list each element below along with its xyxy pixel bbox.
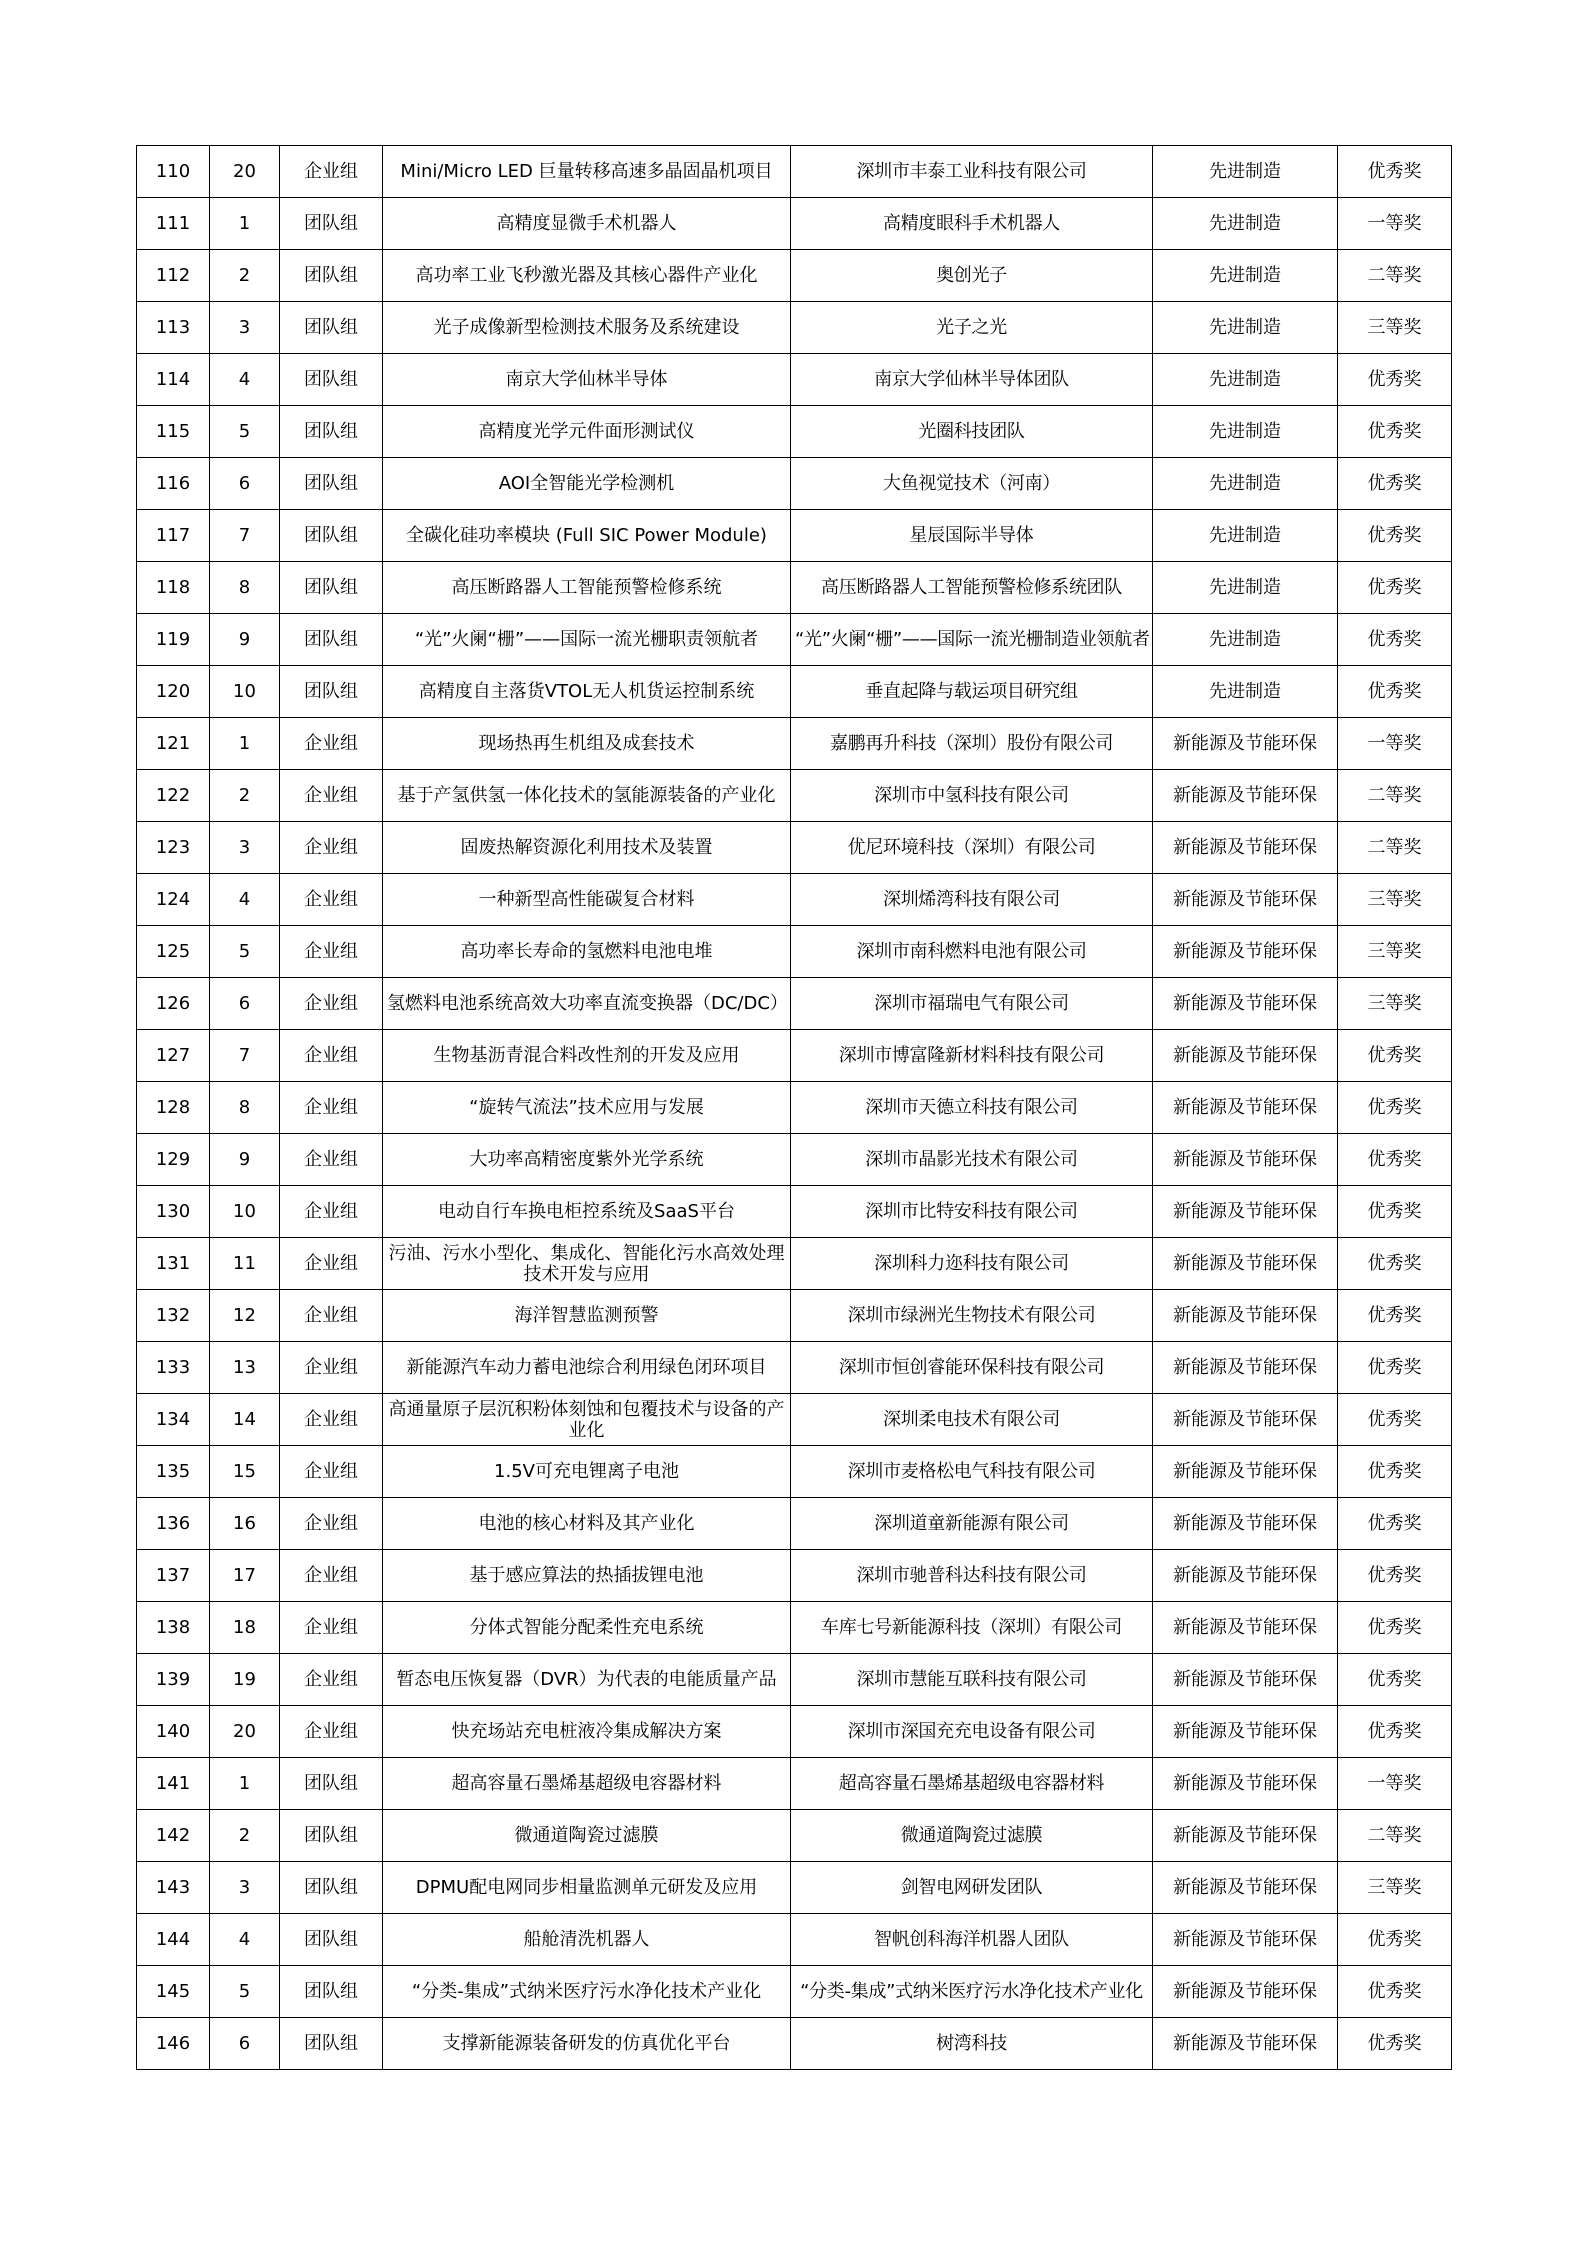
organization-cell: 微通道陶瓷过滤膜 xyxy=(791,1810,1153,1862)
field-cell: 先进制造 xyxy=(1153,666,1338,718)
organization-cell: 深圳市晶影光技术有限公司 xyxy=(791,1134,1153,1186)
table-row xyxy=(137,1238,1452,1290)
table-row xyxy=(137,1342,1452,1394)
organization-cell: 高精度眼科手术机器人 xyxy=(791,198,1153,250)
serial-number-cell: 110 xyxy=(137,146,210,198)
award-cell: 三等奖 xyxy=(1338,926,1452,978)
group-type-cell: 企业组 xyxy=(280,1238,383,1290)
table-row xyxy=(137,146,1452,198)
group-index-cell: 6 xyxy=(210,2018,280,2070)
serial-number-cell: 140 xyxy=(137,1706,210,1758)
table-row xyxy=(137,302,1452,354)
group-type-cell: 团队组 xyxy=(280,406,383,458)
field-cell: 新能源及节能环保 xyxy=(1153,1602,1338,1654)
group-type-cell: 企业组 xyxy=(280,1030,383,1082)
table-row xyxy=(137,1446,1452,1498)
award-cell: 二等奖 xyxy=(1338,1810,1452,1862)
project-name-cell: 暂态电压恢复器（DVR）为代表的电能质量产品 xyxy=(383,1654,791,1706)
serial-number-cell: 120 xyxy=(137,666,210,718)
group-type-cell: 团队组 xyxy=(280,666,383,718)
group-type-cell: 企业组 xyxy=(280,1446,383,1498)
field-cell: 新能源及节能环保 xyxy=(1153,1498,1338,1550)
organization-cell: 深圳市比特安科技有限公司 xyxy=(791,1186,1153,1238)
serial-number-cell: 113 xyxy=(137,302,210,354)
serial-number-cell: 116 xyxy=(137,458,210,510)
group-index-cell: 8 xyxy=(210,562,280,614)
award-cell: 优秀奖 xyxy=(1338,1498,1452,1550)
serial-number-cell: 123 xyxy=(137,822,210,874)
organization-cell: “光”火阑“栅”——国际一流光栅制造业领航者 xyxy=(791,614,1153,666)
field-cell: 新能源及节能环保 xyxy=(1153,1550,1338,1602)
field-cell: 先进制造 xyxy=(1153,458,1338,510)
serial-number-cell: 134 xyxy=(137,1394,210,1446)
table-row xyxy=(137,1602,1452,1654)
serial-number-cell: 131 xyxy=(137,1238,210,1290)
organization-cell: 高压断路器人工智能预警检修系统团队 xyxy=(791,562,1153,614)
serial-number-cell: 126 xyxy=(137,978,210,1030)
serial-number-cell: 141 xyxy=(137,1758,210,1810)
award-table-body xyxy=(137,146,1452,2070)
group-index-cell: 20 xyxy=(210,1706,280,1758)
table-row xyxy=(137,770,1452,822)
project-name-cell: 1.5V可充电锂离子电池 xyxy=(383,1446,791,1498)
table-row xyxy=(137,1030,1452,1082)
serial-number-cell: 119 xyxy=(137,614,210,666)
group-index-cell: 4 xyxy=(210,1914,280,1966)
group-index-cell: 3 xyxy=(210,822,280,874)
table-row xyxy=(137,718,1452,770)
award-cell: 优秀奖 xyxy=(1338,614,1452,666)
group-type-cell: 企业组 xyxy=(280,1394,383,1446)
table-row xyxy=(137,1966,1452,2018)
award-cell: 三等奖 xyxy=(1338,1862,1452,1914)
organization-cell: 深圳市南科燃料电池有限公司 xyxy=(791,926,1153,978)
organization-cell: 深圳市深国充充电设备有限公司 xyxy=(791,1706,1153,1758)
project-name-cell: 高通量原子层沉积粉体刻蚀和包覆技术与设备的产业化 xyxy=(383,1394,791,1446)
group-type-cell: 团队组 xyxy=(280,1810,383,1862)
field-cell: 新能源及节能环保 xyxy=(1153,1186,1338,1238)
organization-cell: 优尼环境科技（深圳）有限公司 xyxy=(791,822,1153,874)
group-index-cell: 4 xyxy=(210,874,280,926)
serial-number-cell: 135 xyxy=(137,1446,210,1498)
award-cell: 优秀奖 xyxy=(1338,2018,1452,2070)
field-cell: 新能源及节能环保 xyxy=(1153,1810,1338,1862)
table-row xyxy=(137,1082,1452,1134)
project-name-cell: 南京大学仙林半导体 xyxy=(383,354,791,406)
group-type-cell: 团队组 xyxy=(280,614,383,666)
award-cell: 优秀奖 xyxy=(1338,146,1452,198)
table-row xyxy=(137,874,1452,926)
group-type-cell: 团队组 xyxy=(280,198,383,250)
award-cell: 优秀奖 xyxy=(1338,1082,1452,1134)
organization-cell: 光圈科技团队 xyxy=(791,406,1153,458)
group-index-cell: 10 xyxy=(210,1186,280,1238)
project-name-cell: 现场热再生机组及成套技术 xyxy=(383,718,791,770)
table-row xyxy=(137,1862,1452,1914)
group-type-cell: 团队组 xyxy=(280,1966,383,2018)
project-name-cell: AOI全智能光学检测机 xyxy=(383,458,791,510)
award-cell: 三等奖 xyxy=(1338,978,1452,1030)
serial-number-cell: 146 xyxy=(137,2018,210,2070)
group-type-cell: 企业组 xyxy=(280,1342,383,1394)
organization-cell: 深圳市恒创睿能环保科技有限公司 xyxy=(791,1342,1153,1394)
group-type-cell: 团队组 xyxy=(280,250,383,302)
award-cell: 优秀奖 xyxy=(1338,666,1452,718)
serial-number-cell: 145 xyxy=(137,1966,210,2018)
serial-number-cell: 111 xyxy=(137,198,210,250)
group-type-cell: 团队组 xyxy=(280,1862,383,1914)
table-row xyxy=(137,1758,1452,1810)
award-cell: 一等奖 xyxy=(1338,198,1452,250)
project-name-cell: 光子成像新型检测技术服务及系统建设 xyxy=(383,302,791,354)
table-row xyxy=(137,978,1452,1030)
group-type-cell: 团队组 xyxy=(280,1914,383,1966)
award-cell: 优秀奖 xyxy=(1338,1342,1452,1394)
serial-number-cell: 121 xyxy=(137,718,210,770)
group-index-cell: 13 xyxy=(210,1342,280,1394)
project-name-cell: 电池的核心材料及其产业化 xyxy=(383,1498,791,1550)
group-index-cell: 5 xyxy=(210,1966,280,2018)
field-cell: 新能源及节能环保 xyxy=(1153,1342,1338,1394)
field-cell: 新能源及节能环保 xyxy=(1153,1446,1338,1498)
organization-cell: “分类-集成”式纳米医疗污水净化技术产业化 xyxy=(791,1966,1153,2018)
serial-number-cell: 137 xyxy=(137,1550,210,1602)
project-name-cell: 电动自行车换电柜控系统及SaaS平台 xyxy=(383,1186,791,1238)
field-cell: 新能源及节能环保 xyxy=(1153,1134,1338,1186)
award-cell: 一等奖 xyxy=(1338,718,1452,770)
award-cell: 优秀奖 xyxy=(1338,1446,1452,1498)
group-index-cell: 2 xyxy=(210,770,280,822)
group-type-cell: 团队组 xyxy=(280,510,383,562)
serial-number-cell: 142 xyxy=(137,1810,210,1862)
organization-cell: 星辰国际半导体 xyxy=(791,510,1153,562)
field-cell: 先进制造 xyxy=(1153,198,1338,250)
table-row xyxy=(137,2018,1452,2070)
serial-number-cell: 138 xyxy=(137,1602,210,1654)
organization-cell: 深圳市博富隆新材料科技有限公司 xyxy=(791,1030,1153,1082)
group-type-cell: 团队组 xyxy=(280,458,383,510)
award-cell: 优秀奖 xyxy=(1338,354,1452,406)
project-name-cell: “光”火阑“栅”——国际一流光栅职责领航者 xyxy=(383,614,791,666)
group-type-cell: 团队组 xyxy=(280,354,383,406)
field-cell: 新能源及节能环保 xyxy=(1153,926,1338,978)
group-index-cell: 5 xyxy=(210,406,280,458)
table-row xyxy=(137,926,1452,978)
table-row xyxy=(137,1706,1452,1758)
organization-cell: 大鱼视觉技术（河南） xyxy=(791,458,1153,510)
group-type-cell: 企业组 xyxy=(280,770,383,822)
group-type-cell: 企业组 xyxy=(280,146,383,198)
organization-cell: 超高容量石墨烯基超级电容器材料 xyxy=(791,1758,1153,1810)
organization-cell: 深圳市麦格松电气科技有限公司 xyxy=(791,1446,1153,1498)
project-name-cell: DPMU配电网同步相量监测单元研发及应用 xyxy=(383,1862,791,1914)
table-row xyxy=(137,354,1452,406)
group-index-cell: 7 xyxy=(210,1030,280,1082)
organization-cell: 南京大学仙林半导体团队 xyxy=(791,354,1153,406)
project-name-cell: 基于产氢供氢一体化技术的氢能源装备的产业化 xyxy=(383,770,791,822)
serial-number-cell: 125 xyxy=(137,926,210,978)
group-index-cell: 6 xyxy=(210,978,280,1030)
project-name-cell: 污油、污水小型化、集成化、智能化污水高效处理技术开发与应用 xyxy=(383,1238,791,1290)
field-cell: 新能源及节能环保 xyxy=(1153,1394,1338,1446)
table-row xyxy=(137,666,1452,718)
table-row xyxy=(137,1914,1452,1966)
project-name-cell: 分体式智能分配柔性充电系统 xyxy=(383,1602,791,1654)
award-cell: 优秀奖 xyxy=(1338,1706,1452,1758)
table-row xyxy=(137,822,1452,874)
table-row xyxy=(137,198,1452,250)
award-cell: 二等奖 xyxy=(1338,250,1452,302)
group-index-cell: 9 xyxy=(210,1134,280,1186)
group-type-cell: 企业组 xyxy=(280,718,383,770)
group-index-cell: 12 xyxy=(210,1290,280,1342)
project-name-cell: 大功率高精密度紫外光学系统 xyxy=(383,1134,791,1186)
field-cell: 新能源及节能环保 xyxy=(1153,1914,1338,1966)
project-name-cell: 固废热解资源化利用技术及装置 xyxy=(383,822,791,874)
group-index-cell: 1 xyxy=(210,1758,280,1810)
organization-cell: 深圳市天德立科技有限公司 xyxy=(791,1082,1153,1134)
group-index-cell: 5 xyxy=(210,926,280,978)
organization-cell: 深圳市丰泰工业科技有限公司 xyxy=(791,146,1153,198)
group-type-cell: 团队组 xyxy=(280,2018,383,2070)
organization-cell: 深圳柔电技术有限公司 xyxy=(791,1394,1153,1446)
group-index-cell: 19 xyxy=(210,1654,280,1706)
field-cell: 先进制造 xyxy=(1153,146,1338,198)
group-type-cell: 企业组 xyxy=(280,1498,383,1550)
project-name-cell: 海洋智慧监测预警 xyxy=(383,1290,791,1342)
group-type-cell: 企业组 xyxy=(280,1082,383,1134)
award-cell: 优秀奖 xyxy=(1338,1654,1452,1706)
field-cell: 新能源及节能环保 xyxy=(1153,2018,1338,2070)
group-type-cell: 企业组 xyxy=(280,1134,383,1186)
field-cell: 先进制造 xyxy=(1153,354,1338,406)
award-cell: 优秀奖 xyxy=(1338,1602,1452,1654)
project-name-cell: 快充场站充电桩液冷集成解决方案 xyxy=(383,1706,791,1758)
serial-number-cell: 144 xyxy=(137,1914,210,1966)
group-type-cell: 企业组 xyxy=(280,1290,383,1342)
award-cell: 优秀奖 xyxy=(1338,1394,1452,1446)
field-cell: 新能源及节能环保 xyxy=(1153,1238,1338,1290)
organization-cell: 深圳科力迩科技有限公司 xyxy=(791,1238,1153,1290)
field-cell: 新能源及节能环保 xyxy=(1153,1290,1338,1342)
organization-cell: 奥创光子 xyxy=(791,250,1153,302)
field-cell: 新能源及节能环保 xyxy=(1153,1654,1338,1706)
table-row xyxy=(137,1290,1452,1342)
project-name-cell: 高精度自主落货VTOL无人机货运控制系统 xyxy=(383,666,791,718)
award-cell: 优秀奖 xyxy=(1338,562,1452,614)
group-index-cell: 11 xyxy=(210,1238,280,1290)
serial-number-cell: 129 xyxy=(137,1134,210,1186)
serial-number-cell: 143 xyxy=(137,1862,210,1914)
table-row xyxy=(137,1394,1452,1446)
serial-number-cell: 128 xyxy=(137,1082,210,1134)
award-cell: 优秀奖 xyxy=(1338,1238,1452,1290)
group-index-cell: 2 xyxy=(210,250,280,302)
project-name-cell: 船舱清洗机器人 xyxy=(383,1914,791,1966)
project-name-cell: 微通道陶瓷过滤膜 xyxy=(383,1810,791,1862)
group-type-cell: 团队组 xyxy=(280,302,383,354)
group-index-cell: 4 xyxy=(210,354,280,406)
project-name-cell: “分类-集成”式纳米医疗污水净化技术产业化 xyxy=(383,1966,791,2018)
group-index-cell: 18 xyxy=(210,1602,280,1654)
award-cell: 优秀奖 xyxy=(1338,1030,1452,1082)
table-row xyxy=(137,250,1452,302)
serial-number-cell: 130 xyxy=(137,1186,210,1238)
serial-number-cell: 136 xyxy=(137,1498,210,1550)
serial-number-cell: 133 xyxy=(137,1342,210,1394)
award-cell: 优秀奖 xyxy=(1338,1186,1452,1238)
field-cell: 新能源及节能环保 xyxy=(1153,1758,1338,1810)
field-cell: 先进制造 xyxy=(1153,614,1338,666)
table-row xyxy=(137,614,1452,666)
group-type-cell: 企业组 xyxy=(280,822,383,874)
award-cell: 优秀奖 xyxy=(1338,1134,1452,1186)
table-row xyxy=(137,1550,1452,1602)
group-type-cell: 企业组 xyxy=(280,874,383,926)
serial-number-cell: 118 xyxy=(137,562,210,614)
field-cell: 新能源及节能环保 xyxy=(1153,1030,1338,1082)
field-cell: 新能源及节能环保 xyxy=(1153,874,1338,926)
field-cell: 新能源及节能环保 xyxy=(1153,822,1338,874)
group-index-cell: 2 xyxy=(210,1810,280,1862)
award-cell: 优秀奖 xyxy=(1338,1914,1452,1966)
group-type-cell: 企业组 xyxy=(280,1186,383,1238)
organization-cell: 深圳烯湾科技有限公司 xyxy=(791,874,1153,926)
award-cell: 三等奖 xyxy=(1338,302,1452,354)
group-type-cell: 企业组 xyxy=(280,1654,383,1706)
group-index-cell: 10 xyxy=(210,666,280,718)
serial-number-cell: 122 xyxy=(137,770,210,822)
project-name-cell: 支撑新能源装备研发的仿真优化平台 xyxy=(383,2018,791,2070)
award-cell: 三等奖 xyxy=(1338,874,1452,926)
field-cell: 先进制造 xyxy=(1153,302,1338,354)
serial-number-cell: 112 xyxy=(137,250,210,302)
award-cell: 一等奖 xyxy=(1338,1758,1452,1810)
organization-cell: 剑智电网研发团队 xyxy=(791,1862,1153,1914)
project-name-cell: 高功率工业飞秒激光器及其核心器件产业化 xyxy=(383,250,791,302)
serial-number-cell: 139 xyxy=(137,1654,210,1706)
group-index-cell: 15 xyxy=(210,1446,280,1498)
field-cell: 新能源及节能环保 xyxy=(1153,1706,1338,1758)
project-name-cell: 生物基沥青混合料改性剂的开发及应用 xyxy=(383,1030,791,1082)
organization-cell: 深圳市慧能互联科技有限公司 xyxy=(791,1654,1153,1706)
award-table-page xyxy=(136,145,1451,2070)
serial-number-cell: 117 xyxy=(137,510,210,562)
award-cell: 优秀奖 xyxy=(1338,1550,1452,1602)
group-type-cell: 企业组 xyxy=(280,1550,383,1602)
organization-cell: 光子之光 xyxy=(791,302,1153,354)
serial-number-cell: 114 xyxy=(137,354,210,406)
project-name-cell: Mini/Micro LED 巨量转移高速多晶固晶机项目 xyxy=(383,146,791,198)
group-index-cell: 9 xyxy=(210,614,280,666)
organization-cell: 深圳市福瑞电气有限公司 xyxy=(791,978,1153,1030)
group-index-cell: 1 xyxy=(210,198,280,250)
organization-cell: 垂直起降与载运项目研究组 xyxy=(791,666,1153,718)
organization-cell: 深圳市驰普科达科技有限公司 xyxy=(791,1550,1153,1602)
field-cell: 先进制造 xyxy=(1153,250,1338,302)
table-row xyxy=(137,1654,1452,1706)
organization-cell: 嘉鹏再升科技（深圳）股份有限公司 xyxy=(791,718,1153,770)
serial-number-cell: 124 xyxy=(137,874,210,926)
table-row xyxy=(137,458,1452,510)
group-index-cell: 3 xyxy=(210,302,280,354)
award-cell: 优秀奖 xyxy=(1338,510,1452,562)
organization-cell: 深圳道童新能源有限公司 xyxy=(791,1498,1153,1550)
serial-number-cell: 132 xyxy=(137,1290,210,1342)
organization-cell: 智帆创科海洋机器人团队 xyxy=(791,1914,1153,1966)
group-index-cell: 14 xyxy=(210,1394,280,1446)
project-name-cell: 全碳化硅功率模块 (Full SIC Power Module) xyxy=(383,510,791,562)
group-index-cell: 8 xyxy=(210,1082,280,1134)
group-type-cell: 企业组 xyxy=(280,978,383,1030)
group-index-cell: 6 xyxy=(210,458,280,510)
organization-cell: 深圳市中氢科技有限公司 xyxy=(791,770,1153,822)
group-type-cell: 团队组 xyxy=(280,562,383,614)
field-cell: 新能源及节能环保 xyxy=(1153,1082,1338,1134)
field-cell: 先进制造 xyxy=(1153,562,1338,614)
award-cell: 优秀奖 xyxy=(1338,406,1452,458)
project-name-cell: 基于感应算法的热插拔锂电池 xyxy=(383,1550,791,1602)
award-cell: 二等奖 xyxy=(1338,822,1452,874)
organization-cell: 深圳市绿洲光生物技术有限公司 xyxy=(791,1290,1153,1342)
group-index-cell: 20 xyxy=(210,146,280,198)
field-cell: 新能源及节能环保 xyxy=(1153,978,1338,1030)
project-name-cell: 一种新型高性能碳复合材料 xyxy=(383,874,791,926)
field-cell: 新能源及节能环保 xyxy=(1153,1966,1338,2018)
serial-number-cell: 127 xyxy=(137,1030,210,1082)
award-cell: 二等奖 xyxy=(1338,770,1452,822)
project-name-cell: 高精度显微手术机器人 xyxy=(383,198,791,250)
serial-number-cell: 115 xyxy=(137,406,210,458)
group-index-cell: 1 xyxy=(210,718,280,770)
table-row xyxy=(137,1810,1452,1862)
project-name-cell: “旋转气流法”技术应用与发展 xyxy=(383,1082,791,1134)
table-row xyxy=(137,406,1452,458)
project-name-cell: 氢燃料电池系统高效大功率直流变换器（DC/DC） xyxy=(383,978,791,1030)
project-name-cell: 高压断路器人工智能预警检修系统 xyxy=(383,562,791,614)
table-row xyxy=(137,510,1452,562)
award-cell: 优秀奖 xyxy=(1338,1290,1452,1342)
group-type-cell: 企业组 xyxy=(280,1602,383,1654)
table-row xyxy=(137,1134,1452,1186)
field-cell: 新能源及节能环保 xyxy=(1153,718,1338,770)
group-type-cell: 企业组 xyxy=(280,926,383,978)
field-cell: 先进制造 xyxy=(1153,510,1338,562)
table-row xyxy=(137,1498,1452,1550)
project-name-cell: 高精度光学元件面形测试仪 xyxy=(383,406,791,458)
group-type-cell: 团队组 xyxy=(280,1758,383,1810)
table-row xyxy=(137,1186,1452,1238)
project-name-cell: 高功率长寿命的氢燃料电池电堆 xyxy=(383,926,791,978)
project-name-cell: 超高容量石墨烯基超级电容器材料 xyxy=(383,1758,791,1810)
table-row xyxy=(137,562,1452,614)
group-index-cell: 3 xyxy=(210,1862,280,1914)
organization-cell: 树湾科技 xyxy=(791,2018,1153,2070)
group-index-cell: 7 xyxy=(210,510,280,562)
award-cell: 优秀奖 xyxy=(1338,458,1452,510)
group-type-cell: 企业组 xyxy=(280,1706,383,1758)
award-cell: 优秀奖 xyxy=(1338,1966,1452,2018)
field-cell: 新能源及节能环保 xyxy=(1153,1862,1338,1914)
group-index-cell: 17 xyxy=(210,1550,280,1602)
organization-cell: 车库七号新能源科技（深圳）有限公司 xyxy=(791,1602,1153,1654)
award-table xyxy=(136,145,1452,2070)
group-index-cell: 16 xyxy=(210,1498,280,1550)
field-cell: 先进制造 xyxy=(1153,406,1338,458)
field-cell: 新能源及节能环保 xyxy=(1153,770,1338,822)
project-name-cell: 新能源汽车动力蓄电池综合利用绿色闭环项目 xyxy=(383,1342,791,1394)
